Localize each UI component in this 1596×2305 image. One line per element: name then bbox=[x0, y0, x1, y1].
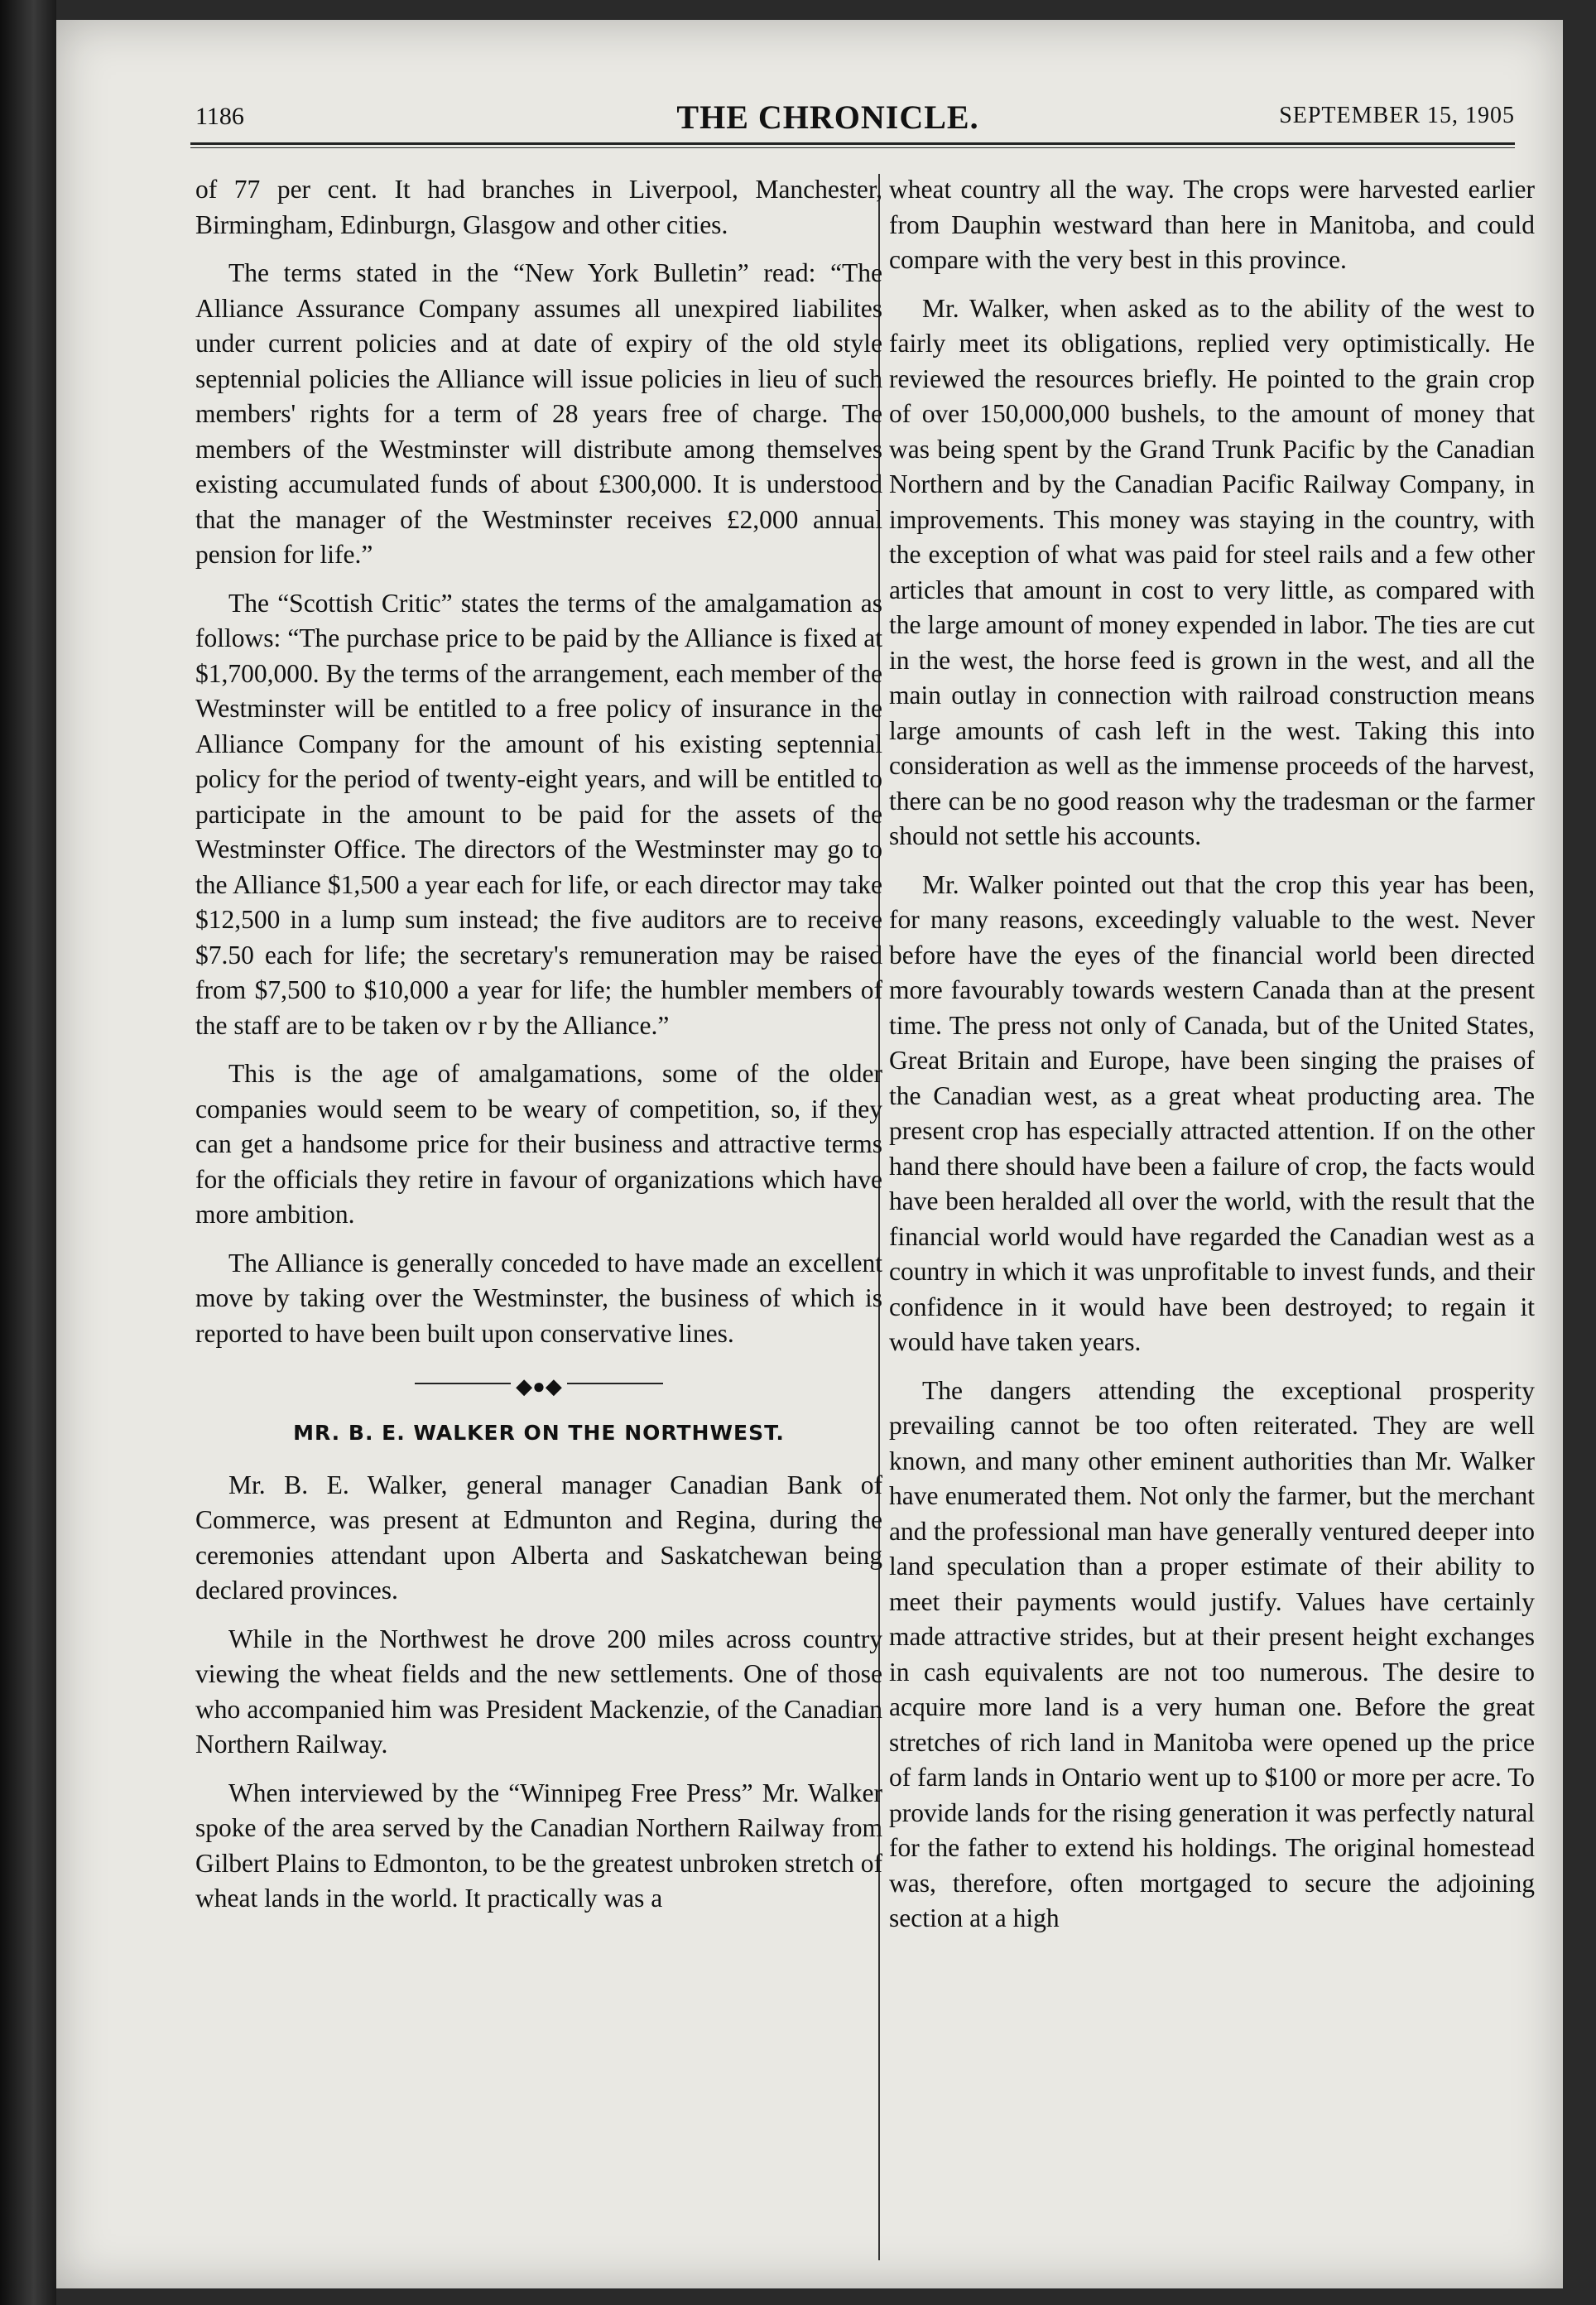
header-rule bbox=[190, 142, 1515, 148]
paragraph: Mr. B. E. Walker, general manager Canadian Bank of Commerce, was present at Edmunton and Regina, during the ceremonies attendant upon Alberta and Saskatchewan being declared provinces. bbox=[195, 1470, 882, 1605]
ornament-diamond-icon: ◆●◆ bbox=[511, 1370, 567, 1403]
paragraph: wheat country all the way. The crops were harvested earlier from Dauphin westward than here in Manitoba, and could compare with the very best in this province. bbox=[889, 175, 1535, 274]
paragraph: Mr. Walker, when asked as to the ability of the west to fairly meet its obligations, replied very optimistically. He reviewed the resources briefly. He pointed to the grain crop of over 150,000,000 bushels, to the amount of money that was being spent by the Grand Trunk Pacific by the Canadian Northern and by the Canadian Pacific Railway Company, in improvements. This money was staying in the country, with the exception of what was paid for steel rails and a few other articles that amount in cost to very little, as compared with the large amount of money expended in labor. The ties are cut in the west, the horse feed is grown in the west, and all the main outlay in connection with railroad construction means large amounts of cash left in the west. Taking this into consideration as well as the immense proceeds of the harvest, there can be no good reason why the tradesman or the farmer should not settle his accounts. bbox=[889, 293, 1535, 850]
publication-title: THE CHRONICLE. bbox=[676, 99, 979, 136]
paragraph: The terms stated in the “New York Bulletin” read: “The Alliance Assurance Company assumes all unexpired liabilites under current policies and at date of expiry of the old style septennial policies the Alliance will issue policies in lieu of such members' rights for a term of 28 years free of charge. The members of the Westminster will distribute among themselves existing accumulated funds of about £300,000. It is understood that the manager of the Westminster receives £2,000 annual pension for life.” bbox=[195, 258, 882, 569]
right-column bbox=[889, 172, 1535, 1950]
paragraph: When interviewed by the “Winnipeg Free Press” Mr. Walker spoke of the area served by the Canadian Northern Railway from Gilbert Plains to Edmonton, to be the greatest unbroken stretch of wheat lands in the world. It practically was a bbox=[195, 1778, 882, 1913]
paragraph: The dangers attending the exceptional prosperity prevailing cannot be too often reiterated. They are well known, and many other eminent authorities than Mr. Walker have enumerated them. Not only the farmer, but the merchant and the professional man have generally ventured deeper into land speculation than a proper estimate of their ability to meet their payments would justify. Values have certainly made attractive strides, but at their present height exchanges in cash equivalents are not too numerous. The desire to acquire more land is a very human one. Before the great stretches of rich land in Manitoba were opened up the price of farm lands in Ontario went up to $100 or more per acre. To provide lands for the rising generation it was perfectly natural for the father to extend his holdings. The original homestead was, therefore, often mortgaged to secure the adjoining section at a high bbox=[889, 1375, 1535, 1932]
page-header bbox=[141, 98, 1515, 139]
paragraph: Mr. Walker pointed out that the crop this year has been, for many reasons, exceedingly valuable to the west. Never before have the eyes of the financial world been directed more favourably towards western Canada than at the present time. The press not only of Canada, but of the United States, Great Britain and Europe, have been singing the praises of the Canadian west, as a great wheat producting area. The present crop has especially attracted attention. If on the other hand there should have been a failure of crop, the facts would have been heralded all over the world, with the result that the financial world would have regarded the Canadian west as a country in which it was unprofitable to invest funds, and their confidence in it would have been destroyed; to regain it would have taken years. bbox=[889, 869, 1535, 1356]
left-column bbox=[195, 172, 882, 1930]
paragraph: The Alliance is generally conceded to have made an excellent move by taking over the Westminster, the business of which is reported to have been built upon conservative lines. bbox=[195, 1248, 882, 1348]
section-ornament bbox=[195, 1368, 882, 1401]
book-binding bbox=[0, 0, 56, 2305]
paragraph: The “Scottish Critic” states the terms of the amalgamation as follows: “The purchase price to be paid by the Alliance is fixed at $1,700,000. By the terms of the arrangement, each member of the Westminster will be entitled to a free policy of insurance in the Alliance Company for the amount of his existing septennial policy for the period of twenty-eight years, and will be entitled to participate in the amount to be paid for the assets of the Westminster Office. The directors of the Westminster may go to the Alliance $1,500 a year each for life, or each director may take $12,500 in a lump sum instead; the five auditors are to receive $7.50 each for life; the secretary's remuneration may be raised from $7,500 to $10,000 a year for life; the humbler members of the staff are to be taken ov r by the Alliance.” bbox=[195, 588, 882, 1040]
issue-date: SEPTEMBER 15, 1905 bbox=[1279, 103, 1515, 128]
article-headline: MR. B. E. WALKER ON THE NORTHWEST. bbox=[293, 1421, 785, 1445]
page-number: 1186 bbox=[195, 103, 244, 130]
paragraph: While in the Northwest he drove 200 miles across country viewing the wheat fields and the new settlements. One of those who accompanied him was President Mackenzie, of the Canadian Northern Railway. bbox=[195, 1624, 882, 1759]
paragraph: This is the age of amalgamations, some of the older companies would seem to be weary of competition, so, if they can get a handsome price for their business and attractive terms for the officials they retire in favour of organizations which have more ambition. bbox=[195, 1059, 882, 1229]
paragraph: of 77 per cent. It had branches in Liverpool, Manchester, Birmingham, Edinburgn, Glasgow and other cities. bbox=[195, 175, 882, 239]
